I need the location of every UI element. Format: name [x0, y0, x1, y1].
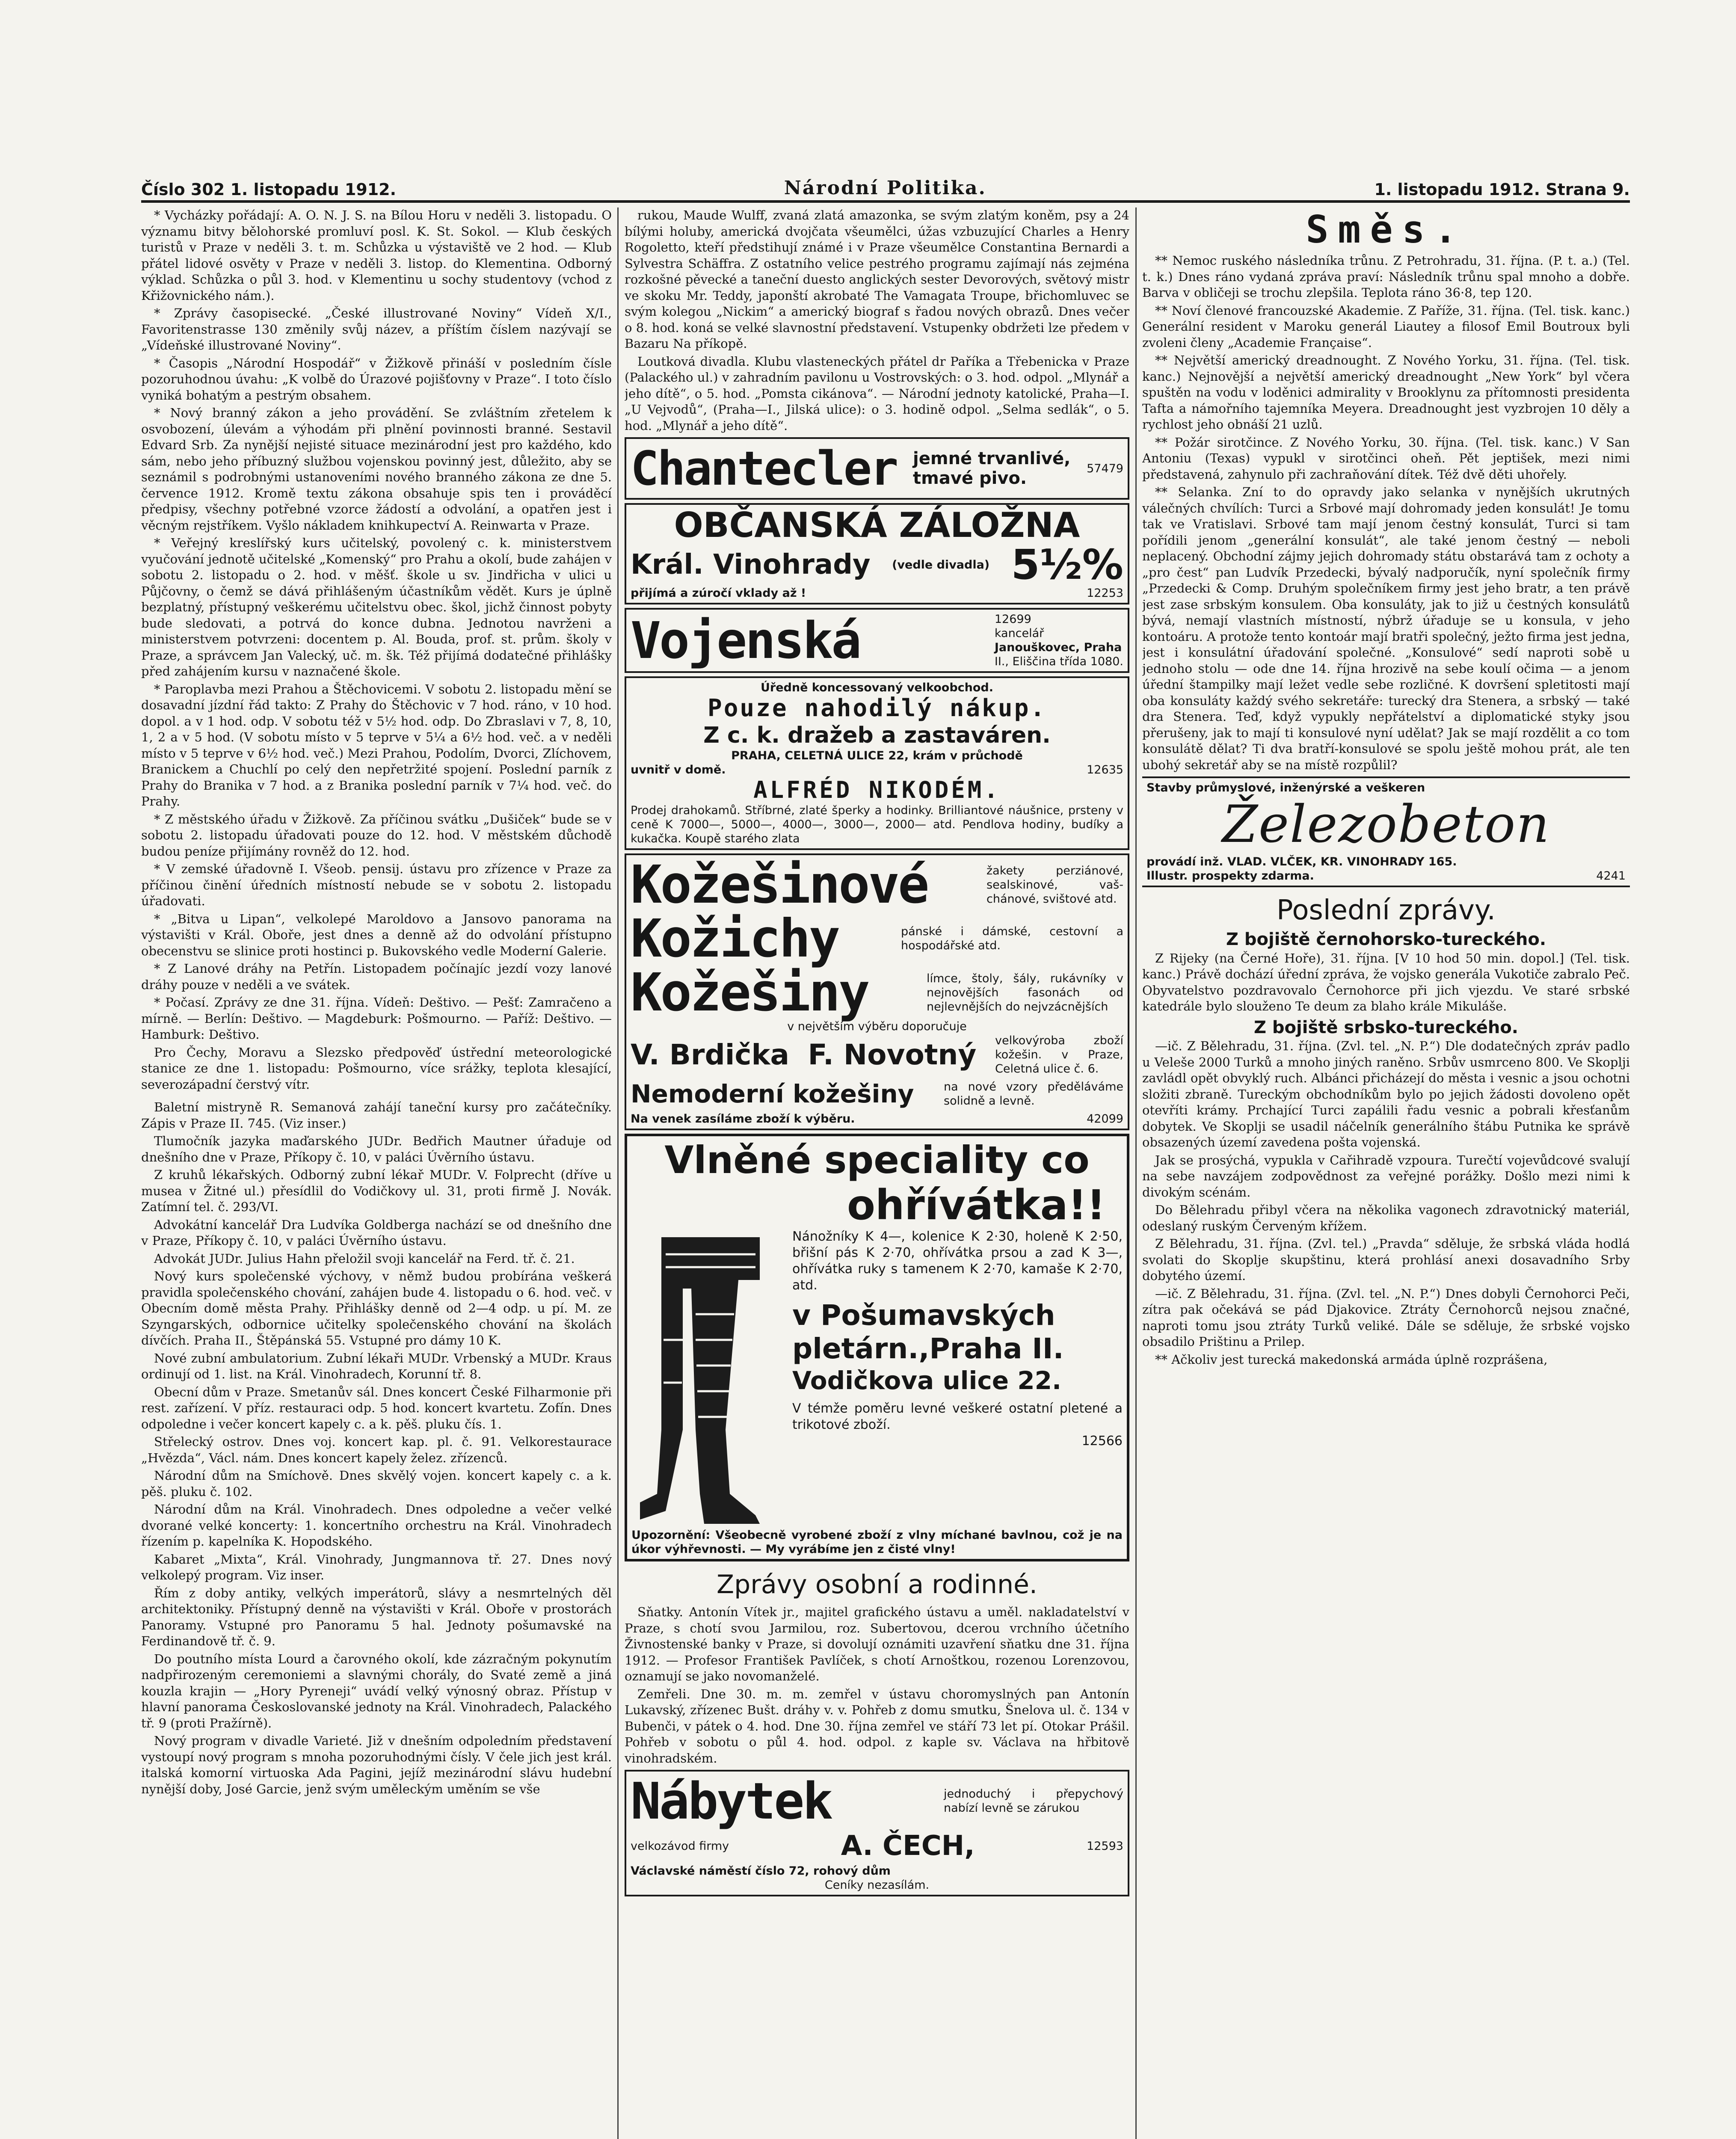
- ad-nabytek-name: Nábytek: [631, 1772, 832, 1831]
- knitted-leggings-illustration: [631, 1229, 785, 1528]
- article-paragraph: Jak se prosýchá, vypukla v Cařihradě vzpoura. Turečtí vojevůdcové svalují na sebe navzájem zodpovědnost za veřejné porážky. Došlo mezi nimi k divokým scénám.: [1142, 1152, 1630, 1200]
- masthead-title: Národní Politika.: [784, 177, 986, 199]
- ad-zelezobeton: [1142, 776, 1630, 887]
- article-paragraph: * Počasí. Zprávy ze dne 31. října. Vídeň: Deštivo. — Pešť: Zamračeno a mírně. — Berlín: Deštivo. — Magdeburk: Pošmourno. — Paříž: Deštivo. — Hamburk: Deštivo.: [141, 995, 612, 1042]
- ad-line: Stavby průmyslové, inženýrské a veškeren: [1146, 781, 1425, 794]
- ad-vlnene-text: V témže poměru levné veškeré ostatní pletené a trikotové zboží.: [792, 1401, 1123, 1432]
- ad-kozeshiny-side: límce, štoly, šály, rukávníky v nejnovějších fasonách od nejlevnějších do nejvzácnějších: [927, 972, 1123, 1013]
- column-divider-2: [1135, 207, 1137, 2139]
- ad-zalozna-rate: 5½%: [1011, 541, 1123, 589]
- article-paragraph: Nový program v divadle Varieté. Již v dnešním odpoledním představení vystoupí nový program s mnoha pozoruhodnými čísly. V čele jich jest král. italská komorní virtuoska Ada Pagini, jejíž mezinárodní slávu hudební nynější doby, José Garcie, jenž svým uměleckým uměním se vše: [141, 1733, 612, 1796]
- article-paragraph: Loutková divadla. Klubu vlasteneckých přátel dr Paříka a Třebenicka v Praze (Palackého ul.) v zahradním pavilonu u Vostrovských: o 3. hod. odpol. „Mlynář a jeho dítě“, o 5. hod. „Pomsta cikánova“. — Národní jednoty katolické, Praha—I. „U Vejvodů“, (Praha—I., Jilská ulice): o 3. hodině odpol. „Selma sedlák“, o 5. hod. „Mlynář a jeho dítě“.: [625, 354, 1129, 433]
- article-paragraph: * Z městského úřadu v Žižkově. Za příčinou svátku „Dušiček“ bude se v sobotu 2. listopadu úřadovati pouze do 12. hod. V městském důchodě budou peníze přijímány rovněž do 12. hod.: [141, 812, 612, 859]
- article-paragraph: * Časopis „Národní Hospodář“ v Žižkově přináší v posledním čísle pozoruhodnou úvahu: „K volbě do Úrazové pojišťovny v Praze“. I toto číslo vyniká bohatým a pestrým obsahem.: [141, 356, 612, 403]
- article-paragraph: Tlumočník jazyka maďarského JUDr. Bedřich Mautner úřaduje od dnešního dne v Praze, Příkopy č. 10, v paláci Úvěrního ústavu.: [141, 1134, 612, 1164]
- ad-firm: Nemoderní kožešiny: [631, 1079, 914, 1108]
- section-title-posledni: Poslední zprávy.: [1277, 895, 1496, 926]
- ad-vlnene-title: ohřívátka!!: [847, 1181, 1105, 1229]
- ad-line: Prodej drahokamů. Stříbrné, zlaté šperky a hodinky. Brilliantové náušnice, prsteny v ceně K 7000—, 5000—, 4000—, 3000—, 2000— atd. Pendlova hodiny, budíky a kukačka. Koupě starého zlata: [631, 804, 1123, 845]
- ad-vlnene-shop: Vodičkova ulice 22.: [792, 1366, 1062, 1395]
- ad-line: Illustr. prospekty zdarma.: [1146, 869, 1314, 883]
- article-paragraph: ** Selanka. Zní to do opravdy jako selanka v nynějších ukrutných válečných chvílích: Turci a Srbové mají dohromady jeden konsulát! Je tomu tak ve Vratislavi. Srbové tam mají jenom čestný konsulát, Turci si tam pořídili jenom „generální konsulát“, ale také jenom čestný — neboli neplacený. Obchodní zájmy jejich dohromady státu obstarává tam z ochoty a „pro čest“ pan Ludvík Przedecki, bývalý nadporučík, nyní společník firmy „Przedecki & Comp. Druhým společníkem firmy jest jeho bratr, a ten právě jest zase srbským konsulem. Oba konsuláty, jak to již u čestných konsulátů bývá, nemají vlastních místností, nýbrž úřaduje se u konsula, v jeho kontoáru. A protože tento kontoár mají bratři společný, ježto firma jest jedna, jest i konsulátní úřadování společné. „Konsulové“ sedí naproti sobě u jednoho stolu — ode dne 14. října hrozivě na sebe koulí očima — a jenom úřední štampilky mají ležet vedle sebe rozličné. K dovršení spletitosti mají oba konsuláty každý svého sekretáře: turecký dra Stenera, a srbský — také dra Stenera. Teď, když vypukly nepřátelství a diplomatické styky jsou přerušeny, jak to mají ti konsulové nyní udělat? Jak se mají rozdělit a co tom konsulátě dělat? Ti dva bratří-konsulové se spolu ještě mohou prát, ale ten ubohý sekretář aby se na místě rozpůlil?: [1142, 485, 1630, 772]
- column-divider-1: [617, 207, 619, 2139]
- article-paragraph: Řím z doby antiky, velkých imperátorů, slávy a nesmrtelných děl architektoniky. Přístupný denně na výstavišti v Král. Oboře v prostorách Panoramy. Vstupné pro Panoramu 5 hal. Jednoty pošumavské na Ferdinandově tř. č. 9.: [141, 1585, 612, 1648]
- ad-line: Z c. k. dražeb a zastaváren.: [703, 723, 1051, 748]
- ad-vlnene-warning: Upozornění: Všeobecně vyrobené zboží z vlny míchané bavlnou, což je na úkor výhřevnosti. — My vyrábíme jen z čisté vlny!: [631, 1529, 1123, 1556]
- article-paragraph: Baletní mistryně R. Semanová zahájí taneční kursy pro začátečníky. Zápis v Praze II. 745. (Viz inser.): [141, 1100, 612, 1131]
- ad-line: velkovýroba zboží kožešin. v Praze, Celetná ulice č. 6.: [995, 1034, 1123, 1075]
- ad-kozeshiny-word: Kožešiny: [631, 962, 868, 1023]
- article-paragraph: rukou, Maude Wulff, zvaná zlatá amazonka, se svým zlatým koněm, psy a 24 bílými holuby, americká dvojčata všeumělci, úžas vzbuzující Charles a Henry Rogoletto, kteří předstihují známé i v Praze všeumělce Constantina Bernardi a Sylvestra Schäffra. Z ostatního velice pestrého programu zajímají nás zejména rozkošné pěvecké a taneční duesto anglických sester Devorových, světový mistr ve skoku Mr. Teddy, japonští akrobaté The Vamagata Troupe, břichomluvec se svým kolegou „Nickim“ a americký biograf s řadou nových obrazů. Dnes večer o 8. hod. koná se velké slavnostní představení. Vstupenky obdržeti lze předem v Bazaru Na příkopě.: [625, 208, 1129, 351]
- article-paragraph: Kabaret „Mixta“, Král. Vinohrady, Jungmannova tř. 27. Dnes nový velkolepý program. Viz inser.: [141, 1552, 612, 1582]
- section-title-rodinne: Zprávy osobní a rodinné.: [717, 1570, 1037, 1600]
- ad-line: jednoduchý i přepychový nabízí levně se zárukou: [944, 1787, 1123, 1815]
- article-paragraph: Sňatky. Antonín Vítek jr., majitel grafického ústavu a uměl. nakladatelství v Praze, s chotí svou Jarmilou, roz. Subertovou, dcerou vrchního účetního Živnostenské banky v Praze, si dovolují oznámiti uzavření sňatku dne 31. října 1912. — Profesor František Pavlíček, s chotí Arnoštkou, rozenou Lorenzovou, oznamují se jako novomanželé.: [625, 1605, 1129, 1683]
- page-header: [141, 169, 1630, 199]
- ad-vlnene-shop: pletárn.,Praha II.: [792, 1332, 1064, 1365]
- ad-nabytek: [625, 1770, 1129, 1896]
- ad-zastavarna: [625, 676, 1129, 850]
- article-paragraph: Z kruhů lékařských. Odborný zubní lékař MUDr. V. Folprecht (dříve u musea v Žitné ul.) přesídlil do Vodičkovy ul. 31, proti firmě J. Novák. Zatímní tel. č. 293/VI.: [141, 1167, 612, 1214]
- ad-number: 12635: [1087, 763, 1123, 776]
- ad-line: provádí inž. VLAD. VLČEK, KR. VINOHRADY 165.: [1146, 855, 1457, 868]
- article-paragraph: Nový kurs společenské výchovy, v němž budou probírána veškerá pravidla společenského chování, zahájen bude 4. listopadu o 6. hod. več. v Obecním domě města Prahy. Přihlášky denně od 2—4 odp. u pí. M. ze Szyngarských, odbornice učitelky společenského chování na školách dívčích. Praha II., Štěpánská 55. Vstupné pro dámy 10 K.: [141, 1269, 612, 1348]
- ad-chantecler-name: Chantecler: [631, 441, 897, 496]
- ad-zalozna: [625, 503, 1129, 604]
- article-paragraph: Advokátní kancelář Dra Ludvíka Goldberga nachází se od dnešního dne v Praze, Příkopy č. 10, v paláci Úvěrního ústavu.: [141, 1217, 612, 1248]
- article-paragraph: Obecní dům v Praze. Smetanův sál. Dnes koncert České Filharmonie při rest. zařízení. V příz. restauraci odp. 5 hod. koncert kvartetu. Zofín. Dnes odpoledne i večer koncert kapely c. a k. pěš. pluku čís. 1.: [141, 1384, 612, 1431]
- ad-vojenska-name: Vojenská: [631, 611, 860, 670]
- ad-line: Ceníky nezasílám.: [824, 1878, 930, 1892]
- ad-number: 12566: [1081, 1434, 1123, 1449]
- article-paragraph: * Z Lanové dráhy na Petřín. Listopadem počínajíc jezdí vozy lanové dráhy pouze v neděli a ve svátek.: [141, 961, 612, 992]
- ad-number: 12699: [994, 613, 1031, 626]
- column-1: [141, 207, 612, 2139]
- article-paragraph: —ič. Z Bělehradu, 31. října. (Zvl. tel. „N. P.“) Dnes dobyli Černohorci Peči, zítra pak očekává se pád Djakovice. Ztráty Černohorců nejsou značné, naproti tomu jsou ztráty Turků veliké. Dále se sděluje, že srbské vojsko obsadilo Prištinu a Prilep.: [1142, 1286, 1630, 1349]
- ad-number: 57479: [1087, 462, 1123, 475]
- article-paragraph: ** Ačkoliv jest turecká makedonská armáda úplně rozprášena,: [1155, 1352, 1548, 1367]
- ad-zastavarna-name: ALFRÉD NIKODÉM.: [753, 776, 1001, 803]
- ad-line: Václavské náměstí číslo 72, rohový dům: [631, 1864, 891, 1878]
- article-paragraph: ** Požár sirotčince. Z Nového Yorku, 30. října. (Tel. tisk. kanc.) V San Antoniu (Texas) vypukl v sirotčinci oheň. Pět jeptišek, mezi nimi představená, zahynulo při zachraňování dítek. Též dvě děti uhořely.: [1142, 435, 1630, 482]
- ad-zalozna-line: přijímá a zúročí vklady až !: [631, 587, 806, 600]
- ad-kozeshiny: [625, 853, 1129, 1130]
- column-3: [1142, 207, 1630, 2139]
- article-paragraph: * Paroplavba mezi Prahou a Štěchovicemi. V sobotu 2. listopadu mění se dosavadní jízdní řád takto: Z Prahy do Štěchovic v 7 hod. ráno, v 10 hod. dopol. a v 1 hod. odp. V sobotu též v 5½ hod. odp. Do Zbraslavi v 7, 8, 10, 1, 2 a v 5 hod. (V sobotu místo v 5 teprve v 5¼ a 6½ hod. več. a v neděli místo v 5 teprve v 6½ hod. več.) Mezi Prahou, Podolím, Dvorci, Zlíchovem, Branickem a Chuchlí po celý den nepřetržité spojení. Poslední parník z Prahy do Branika v 7 hod. a z Branika poslední parník v 7¼ hod. več. do Prahy.: [141, 681, 612, 809]
- article-paragraph: Do poutního místa Lourd a čarovného okolí, kde zázračným pokynutím nadpřirozeným ceremoniemi a slavnými chorály, do Svaté země a jiná kouzla krajin — „Hory Pyreneji“ uvádí velký výnosný obraz. Přístup v hlavní panorama Českoslovanské jednoty na Král. Vinohradech, Palackého tř. 9 (proti Pražírně).: [141, 1651, 612, 1730]
- article-paragraph: ** Noví členové francouzské Akademie. Z Paříže, 31. října. (Tel. tisk. kanc.) Generální resident v Maroku generál Liautey a filosof Emil Boutroux byli zvoleni členy „Academie Française“.: [1142, 303, 1630, 350]
- ad-number: 12253: [1087, 587, 1123, 600]
- subheading: Z bojiště černohorsko-tureckého.: [1226, 930, 1546, 949]
- ad-kozeshiny-side: pánské i dámské, cestovní a hospodářské atd.: [901, 925, 1123, 952]
- article-paragraph: * Vycházky pořádají: A. O. N. J. S. na Bílou Horu v neděli 3. listopadu. O významu bitvy bělohorské promluví posl. K. St. Sokol. — Klub českých turistů v Praze v neděli 3. t. m. Schůzka u výstaviště ve 2 hod. — Klub přátel lidové osvěty v Praze v neděli 3. listop. do Klementina. Odborný výklad. Schůzka o půl 3. hod. v Klementinu u sochy studentovy (vchod z Křižovnického nám.).: [141, 208, 612, 303]
- article-paragraph: * „Bitva u Lipan“, velkolepé Maroldovo a Jansovo panorama na výstavišti v Král. Oboře, jest dnes a denně až do odvolání přístupno obecenstvu se slinice proti hostinci p. Bukovského vedle Moderní Galerie.: [141, 911, 612, 958]
- article-paragraph: ** Nemoc ruského následníka trůnu. Z Petrohradu, 31. října. (P. t. a.) (Tel. t. k.) Dnes ráno vydaná zpráva praví: Následník trůnu spal mnoho a dobře. Barva v obličeji se trochu zlepšila. Teplota ráno 36·8, tep 120.: [1142, 253, 1630, 300]
- ad-number: 4241: [1596, 869, 1626, 883]
- ad-zelezobeton-logo: Železobeton: [1222, 795, 1550, 854]
- ad-line: velkozávod firmy: [631, 1839, 729, 1853]
- article-paragraph: Národní dům na Smíchově. Dnes skvělý vojen. koncert kapely c. a k. pěš. pluku č. 102.: [141, 1468, 612, 1499]
- ad-vlnene: [625, 1134, 1129, 1561]
- article-paragraph: * Zprávy časopisecké. „České illustrované Noviny“ Vídeň X/I., Favoritenstrasse 130 změnily svůj název, a příštím číslem nazývají se „Vídeňské illustrované Noviny“.: [141, 306, 612, 353]
- column-2: [625, 207, 1129, 2139]
- article-paragraph: * V zemské úřadovně I. Všeob. pensij. ústavu pro zřízence v Praze za příčinou činění úředních místností nebude se v sobotu 2. listopadu úřadovati.: [141, 862, 612, 908]
- ad-chantecler-tag: tmavé pivo.: [913, 468, 1027, 488]
- section-title-smes: Směs.: [1306, 207, 1466, 252]
- article-paragraph: Nové zubní ambulatorium. Zubní lékaři MUDr. Vrbenský a MUDr. Kraus ordinují od 1. list. na Král. Vinohradech, Korunní tř. 8.: [141, 1351, 612, 1381]
- ad-vojenska-line: kancelář: [994, 627, 1044, 640]
- ad-firm: F. Novotný: [808, 1038, 977, 1071]
- ad-line: Pouze nahodilý nákup.: [707, 694, 1046, 722]
- article-paragraph: * Nový branný zákon a jeho provádění. Se zvláštním zřetelem k osvobození, úlevám a výhodám při plnění povinnosti branné. Sestavil Edvard Srb. Za nynější nejisté situace mezinárodní jest pro každého, kdo sám, nebo jeho příbuzný službou vojenskou povinný jest, důležito, aby se seznámil s podrobnými ustanoveními nového branného zákona ze dne 5. července 1912. Kromě textu zákona obsahuje spis ten i prováděcí předpisy, všechny potřebné vzorce žádostí a odvolání, a opatřen jest i věcným rejstříkem. Vyšlo nákladem knihkupectví A. Reinwarta v Praze.: [141, 406, 612, 533]
- ad-vlnene-shop: v Pošumavských: [792, 1299, 1055, 1332]
- article-paragraph: Pro Čechy, Moravu a Slezsko předpověď ústřední meteorologické stanice ze dne 1. listopadu: Pošmourno, více srážky, teplota klesající, severozápadní čerstvý vítr.: [141, 1045, 612, 1092]
- ad-chantecler: [625, 437, 1129, 500]
- article-paragraph: Národní dům na Král. Vinohradech. Dnes odpoledne a večer velké dvorané velké koncerty: 1. koncertního orchestru na Král. Vinohradech řízením p. kapelníka K. Hopodského.: [141, 1502, 612, 1549]
- ad-firm: V. Brdička: [631, 1038, 789, 1071]
- header-rule: [141, 200, 1630, 203]
- ad-line: PRAHA, CELETNÁ ULICE 22, krám v průchodě: [731, 749, 1023, 762]
- ad-vlnene-prices: Nánožníky K 4—, kolenice K 2·30, holeně K 2·50, břišní pás K 2·70, ohřívátka prsou a zad K 3—, ohřívátka ruky s tamenem K 2·70, kamaše K 2·70, atd.: [792, 1229, 1123, 1293]
- ad-kozeshiny-word: Kožešinové: [631, 854, 928, 915]
- ad-kozeshiny-word: Kožichy: [631, 908, 839, 969]
- ad-zalozna-name: OBČANSKÁ ZÁLOŽNA: [674, 505, 1080, 545]
- ad-line: Na venek zasíláme zboží k výběru.: [631, 1112, 855, 1126]
- ad-line: na nové vzory předěláváme solidně a levně.: [944, 1080, 1123, 1108]
- article-paragraph: Z Bělehradu, 31. října. (Zvl. tel.) „Pravda“ sděluje, že srbská vláda hodlá svolati do Skoplje skupštinu, která prohlásí anexi dosavadního Srby dobytého území.: [1142, 1236, 1630, 1283]
- article-paragraph: Advokát JUDr. Julius Hahn přeložil svoji kancelář na Ferd. tř. č. 21.: [154, 1251, 575, 1266]
- ad-zalozna-place: Král. Vinohrady: [631, 549, 871, 581]
- ad-number: 12593: [1087, 1839, 1123, 1853]
- ad-vojenska: [625, 608, 1129, 673]
- article-paragraph: Střelecký ostrov. Dnes voj. koncert kap. pl. č. 91. Velkorestaurace „Hvězda“, Václ. nám. Dnes koncert kapely želez. zřízenců.: [141, 1434, 612, 1465]
- article-paragraph: ** Největší americký dreadnought. Z Nového Yorku, 31. října. (Tel. tisk. kanc.) Nejnovější a největší americký dreadnought „New York“ byl včera spuštěn na vodu v loděnici admirality v Brooklynu za přítomnosti presidenta Tafta a námořního tajemníka Meyera. Dreadnought jest vyzbrojen 10 děly a rychlost jeho obnáší 21 uzlů.: [1142, 353, 1630, 432]
- ad-vojenska-line: II., Eliščina třída 1080.: [994, 655, 1123, 668]
- ad-vlnene-title: Vlněné speciality co: [664, 1138, 1090, 1182]
- ad-vojenska-line: Janouškovec, Praha: [994, 641, 1122, 654]
- article-paragraph: Do Bělehradu přibyl včera na několika vagonech zdravotnický materiál, odeslaný ruským Červeným křížem.: [1142, 1203, 1630, 1233]
- ad-line: v největším výběru doporučuje: [787, 1020, 967, 1033]
- ad-chantecler-tag: jemné trvanlivé,: [913, 449, 1071, 468]
- ad-kozeshiny-side: žakety perziánové, sealskinové, vaš-chánové, svištové atd.: [986, 864, 1123, 906]
- header-page-number: 1. listopadu 1912. Strana 9.: [1374, 180, 1630, 199]
- ad-line: Úředně koncessovaný velkoobchod.: [760, 681, 994, 694]
- ad-number: 42099: [1087, 1112, 1123, 1126]
- subheading: Z bojiště srbsko-tureckého.: [1253, 1017, 1518, 1037]
- ad-zalozna-paren: (vedle divadla): [892, 558, 990, 572]
- ad-line: uvnitř v domě.: [631, 763, 726, 776]
- article-paragraph: Z Rijeky (na Černé Hoře), 31. října. [V 10 hod 50 min. dopol.] (Tel. tisk. kanc.) Právě dochází úřední zpráva, že vojsko generála Vukotiče zabralo Peč. Obyvatelstvo pozdravovalo Černohorce při jich vjezdu. Ve staré srbské katedrále bylo slouženo Te deum za blaho krále Mikuláše.: [1142, 951, 1630, 1013]
- ad-nabytek-firm: A. ČECH,: [841, 1830, 975, 1862]
- header-issue: Číslo 302 1. listopadu 1912.: [141, 180, 397, 199]
- article-paragraph: Zemřeli. Dne 30. m. m. zemřel v ústavu choromyslných pan Antonín Lukavský, zřízenec Bušt. dráhy v. v. Pohřeb z domu smutku, Šnelova ul. č. 134 v Bubenči, v pátek o 4. hod. Dne 30. října zemřel ve stáří 73 let pí. Otokar Prášil. Pohřeb v sobotu o půl 4. hod. odpol. z kaple sv. Václava na hřbitově vinohradském.: [625, 1686, 1129, 1766]
- article-paragraph: * Veřejný kreslířský kurs učitelský, povolený c. k. ministerstvem vyučování jednotě učitelské „Komenský“ pro Prahu a okolí, bude zahájen v sobotu 2. listopadu o 2. hod. v měšť. škole u sv. Jindřicha v ulici u Půjčovny, o čemž se dává přihlášeným účastníkům vědět. Kurs je úplně bezplatný, přístupný veškerému učitelstvu obec. škol, jichž činnost pobyty bude sledovati, a potrvá do konce dubna. Jednotou navrženi a ministerstvem potvrzeni: docentem p. Al. Bouda, prof. st. prům. školy v Praze, a správcem Jan Valecký, uč. m. šk. Též přijímá dodatečné přihlášky před zahájením kursu v naznačené škole.: [141, 536, 612, 678]
- article-paragraph: —ič. Z Bělehradu, 31. října. (Zvl. tel. „N. P.“) Dle dodatečných zpráv padlo u Veleše 2000 Turků a mnoho jiných raněno. Srbův usmrceno 800. Ve Skoplji zavládl opět obvyklý ruch. Albánci přicházejí do města i vesnic a jsou ochotni složiti zbraně. Tureckým obchodníkům bylo po jejich žádosti dovoleno opět otevříti krámy. Prchající Turci zapálili řadu vesnic a pobrali křesťanům dobytek. Ve Skoplji se usadil náčelník generálního štábu Putnika ke správě obsazených území zavedena pošta vojenská.: [1142, 1039, 1630, 1149]
